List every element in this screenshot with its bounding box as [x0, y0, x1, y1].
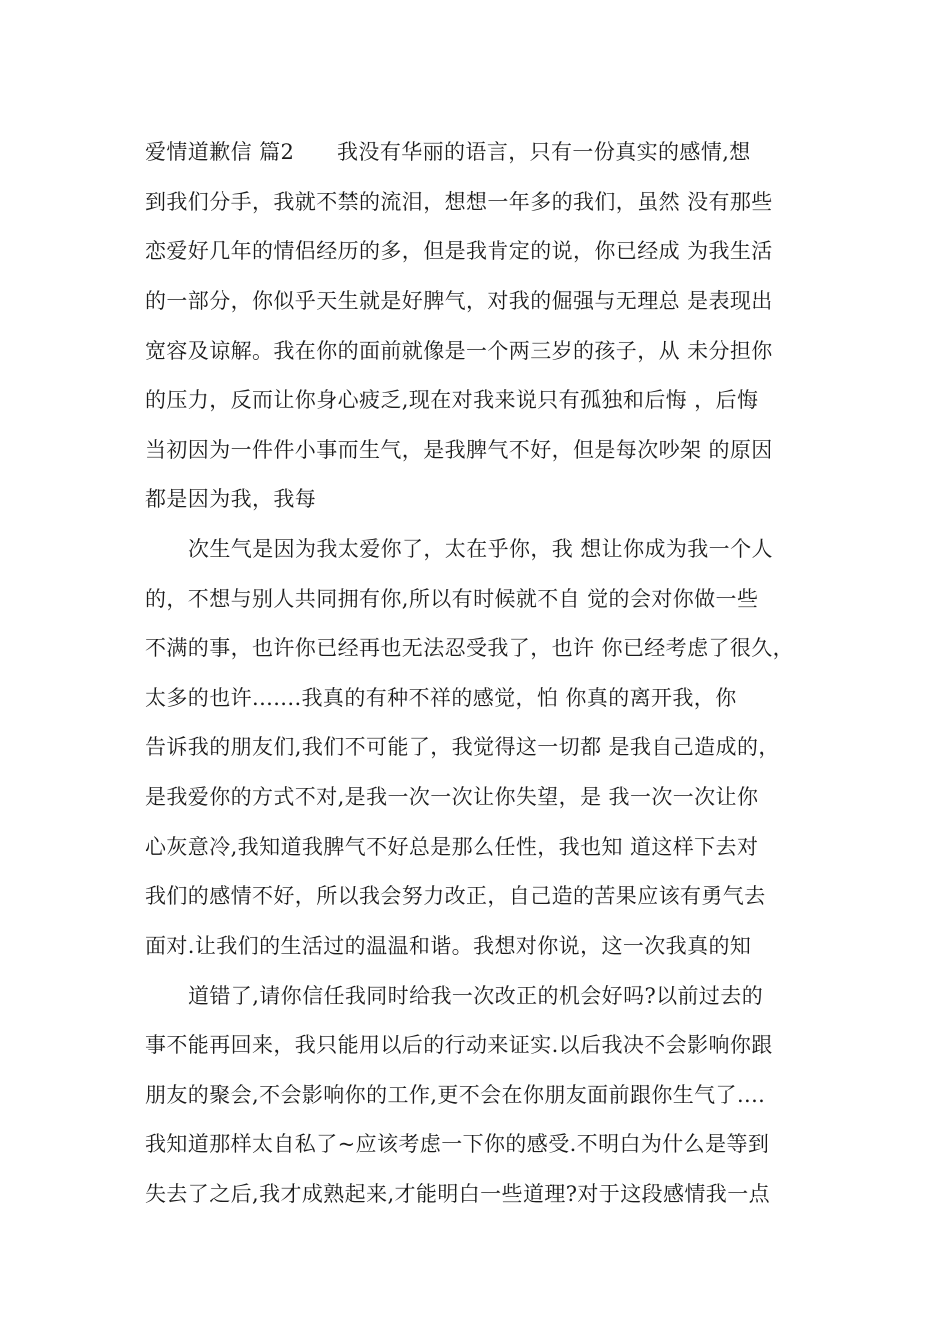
text-line: 告诉我的朋友们,我们不可能了，我觉得这一切都 是我自己造成的， [145, 735, 780, 759]
text-line: 宽容及谅解。我在你的面前就像是一个两三岁的孩子，从 未分担你 [145, 339, 773, 363]
text-line: 恋爱好几年的情侣经历的多，但是我肯定的说，你已经成 为我生活 [145, 239, 773, 263]
text-line: 次生气是因为我太爱你了，太在乎你，我 想让你成为我一个人 [188, 537, 773, 561]
text-line: 的，不想与别人共同拥有你,所以有时候就不自 觉的会对你做一些 [145, 587, 759, 611]
text-line: 我知道那样太自私了~应该考虑一下你的感受.不明白为什么是等到 [145, 1132, 770, 1156]
text-line: 的一部分，你似乎天生就是好脾气，对我的倔强与无理总 是表现出 [145, 289, 773, 313]
text-line: 朋友的聚会,不会影响你的工作,更不会在你朋友面前跟你生气了.... [145, 1083, 766, 1107]
text-line: 心灰意冷,我知道我脾气不好总是那么任性，我也知 道这样下去对 [145, 835, 759, 859]
text-line: 当初因为一件件小事而生气，是我脾气不好，但是每次吵架 的原因 [145, 438, 773, 462]
text-line: 不满的事，也许你已经再也无法忍受我了，也许 你已经考虑了很久， [145, 636, 795, 660]
text-line: 的压力，反而让你身心疲乏,现在对我来说只有孤独和后悔 ，后悔 [145, 388, 759, 412]
text-line: 面对.让我们的生活过的温温和谐。我想对你说，这一次我真的知 [145, 934, 752, 958]
text-line: 到我们分手，我就不禁的流泪，想想一年多的我们，虽然 没有那些 [145, 190, 773, 214]
text-line: 失去了之后,我才成熟起来,才能明白一些道理?对于这段感情我一点 [145, 1182, 771, 1206]
text-line: 道错了,请你信任我同时给我一次改正的机会好吗?以前过去的 [188, 984, 764, 1008]
text-line: 都是因为我，我每 [145, 487, 317, 511]
text-line: 太多的也许.......我真的有种不祥的感觉，怕 你真的离开我，你 [145, 686, 737, 710]
text-line: 我们的感情不好，所以我会努力改正，自己造的苦果应该有勇气去 [145, 884, 766, 908]
text-line: 爱情道歉信 篇2 我没有华丽的语言，只有一份真实的感情,想 [145, 140, 751, 164]
text-line: 事不能再回来，我只能用以后的行动来证实.以后我决不会影响你跟 [145, 1033, 773, 1057]
text-line: 是我爱你的方式不对,是我一次一次让你失望，是 我一次一次让你 [145, 785, 759, 809]
